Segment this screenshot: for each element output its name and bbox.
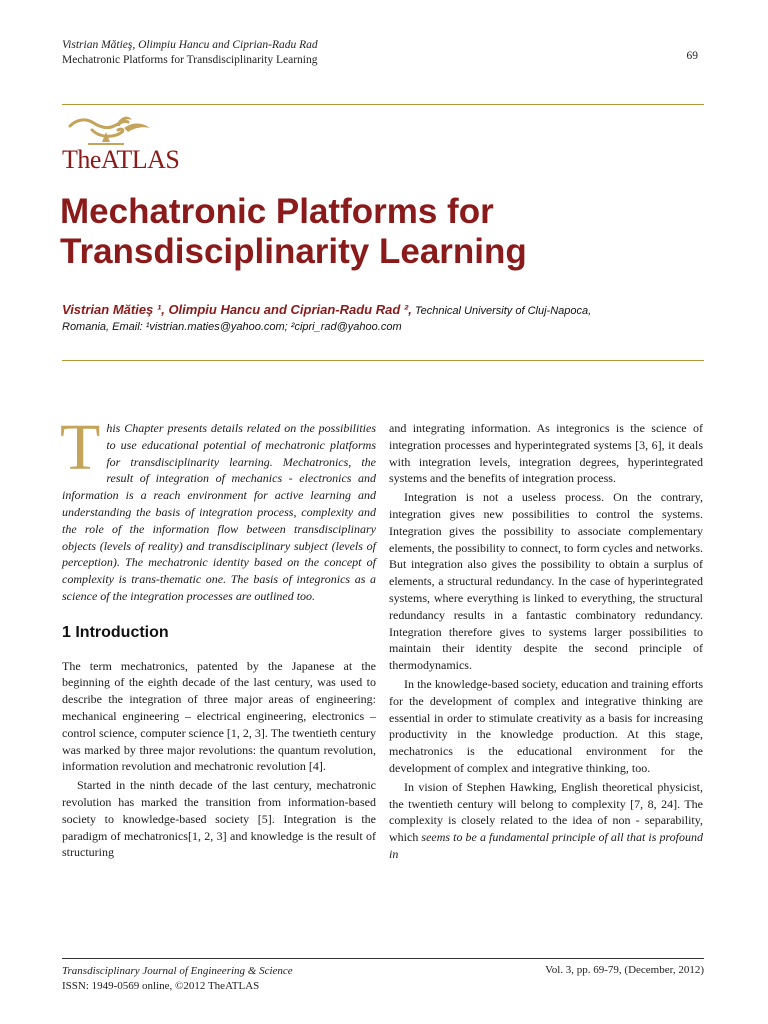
- footer-journal-info: [62, 964, 293, 994]
- page-number: 69: [686, 50, 698, 62]
- header-authors: Vistrian Mătieş, Olimpiu Hancu and Ciprian-Radu Rad: [62, 39, 318, 51]
- footer-rule: [62, 958, 704, 959]
- running-header: [62, 38, 318, 68]
- paragraph: and integrating information. As integronics is the science of integration processes and hyperintegrated systems [3, 6], it deals with integration levels, integration degrees, hyperintegrated systems and the benefits of integration process.: [389, 421, 703, 486]
- affiliation-emails: Romania, Email: ¹vistrian.maties@yahoo.com; ²cipri_rad@yahoo.com: [62, 321, 402, 333]
- paragraph: Integration is not a useless process. On the contrary, integration gives new possibilities to control the systems. Integration gives the possibility to associate complementary elements, the possibility to connect, to form cycles and networks. But integration also gives the possibility to obtain a surplus of elements, a structural redundancy. In the case of hyperintegrated systems, where everything is linked to everything, the structural redundancy results in a fantastic combinatory redundancy. Integration therefore gives to systems larger possibilities to maintain their identity despite the second principle of thermodynamics.: [389, 490, 703, 673]
- right-column: [389, 420, 703, 863]
- volume-info: Vol. 3, pp. 69-79, (December, 2012): [545, 964, 704, 976]
- abstract-text: his Chapter presents details related on the possibilities to use educational potential of mechatronic platforms for transdisciplinarity learning. Mechatronics, the result of integration of mechanics - electronics and information is a reach environment for active learning and understanding the basis of integration process, complexity and the role of the information flow between transdisciplinary objects (levels of reality) and transdisciplinary subject (levels of perception). The mechatronic identity based on the concept of complexity is trans-thematic one. The basis of integronics as a science of the integration processes are outlined too.: [62, 421, 376, 603]
- issn: ISSN: 1949-0569 online, ©2012 TheATLAS: [62, 980, 260, 992]
- title-rule: [62, 360, 704, 361]
- paragraph-text: In vision of Stephen Hawking, English theoretical physicist, the twentieth century will belong to complexity [7, 8, 24]. The complexity is closely related to the idea of non - separability, which: [389, 779, 703, 845]
- paragraph: In the knowledge-based society, education and training efforts for the development of complex and integrative thinking are essential in order to stimulate creativity as a basis for increasing productivity in the knowledge production. At this stage, mechatronics is the educational environment for the development of complex and integrative thinking, too.: [389, 676, 703, 775]
- abstract: [60, 411, 376, 605]
- title-line-2: Transdisciplinarity Learning: [60, 232, 527, 271]
- header-rule: [62, 104, 704, 105]
- left-column: [60, 411, 376, 861]
- header-short-title: Mechatronic Platforms for Transdisciplinarity Learning: [62, 54, 318, 66]
- affiliation: Technical University of Cluj-Napoca,: [411, 305, 592, 317]
- lamp-icon: [62, 108, 162, 148]
- paragraph-italic: seems to be a fundamental principle of all that is profound in: [389, 830, 703, 861]
- section-heading-introduction: 1 Introduction: [62, 623, 169, 641]
- author-names: Vistrian Mătieş ¹, Olimpiu Hancu and Ciprian-Radu Rad ²,: [62, 302, 412, 317]
- paragraph: Started in the ninth decade of the last century, mechatronic revolution has marked the transition from information-based society to knowledge-based society [5]. Integration is the paradigm of mechatronics[1, 2, 3] and knowledge is the result of structuring: [62, 778, 376, 860]
- logo-text: TheATLAS: [62, 145, 180, 174]
- title-line-1: Mechatronic Platforms for: [60, 192, 494, 231]
- atlas-logo: [62, 108, 180, 178]
- paragraph: The term mechatronics, patented by the Japanese at the beginning of the eighth decade of the last century, was used to describe the integration of three major areas of engineering: mechanical engineering – electrical engineering, electronics – control science, computer science [1, 2, 3]. The twentieth century was marked by three major revolutions: the quantum revolution, information revolution and mechatronic revolution [4].: [62, 658, 376, 774]
- journal-name: Transdisciplinary Journal of Engineering & Science: [62, 965, 293, 977]
- byline: [62, 302, 712, 335]
- paragraph: [389, 779, 703, 863]
- paper-title: [60, 192, 720, 272]
- drop-cap: T: [60, 411, 101, 484]
